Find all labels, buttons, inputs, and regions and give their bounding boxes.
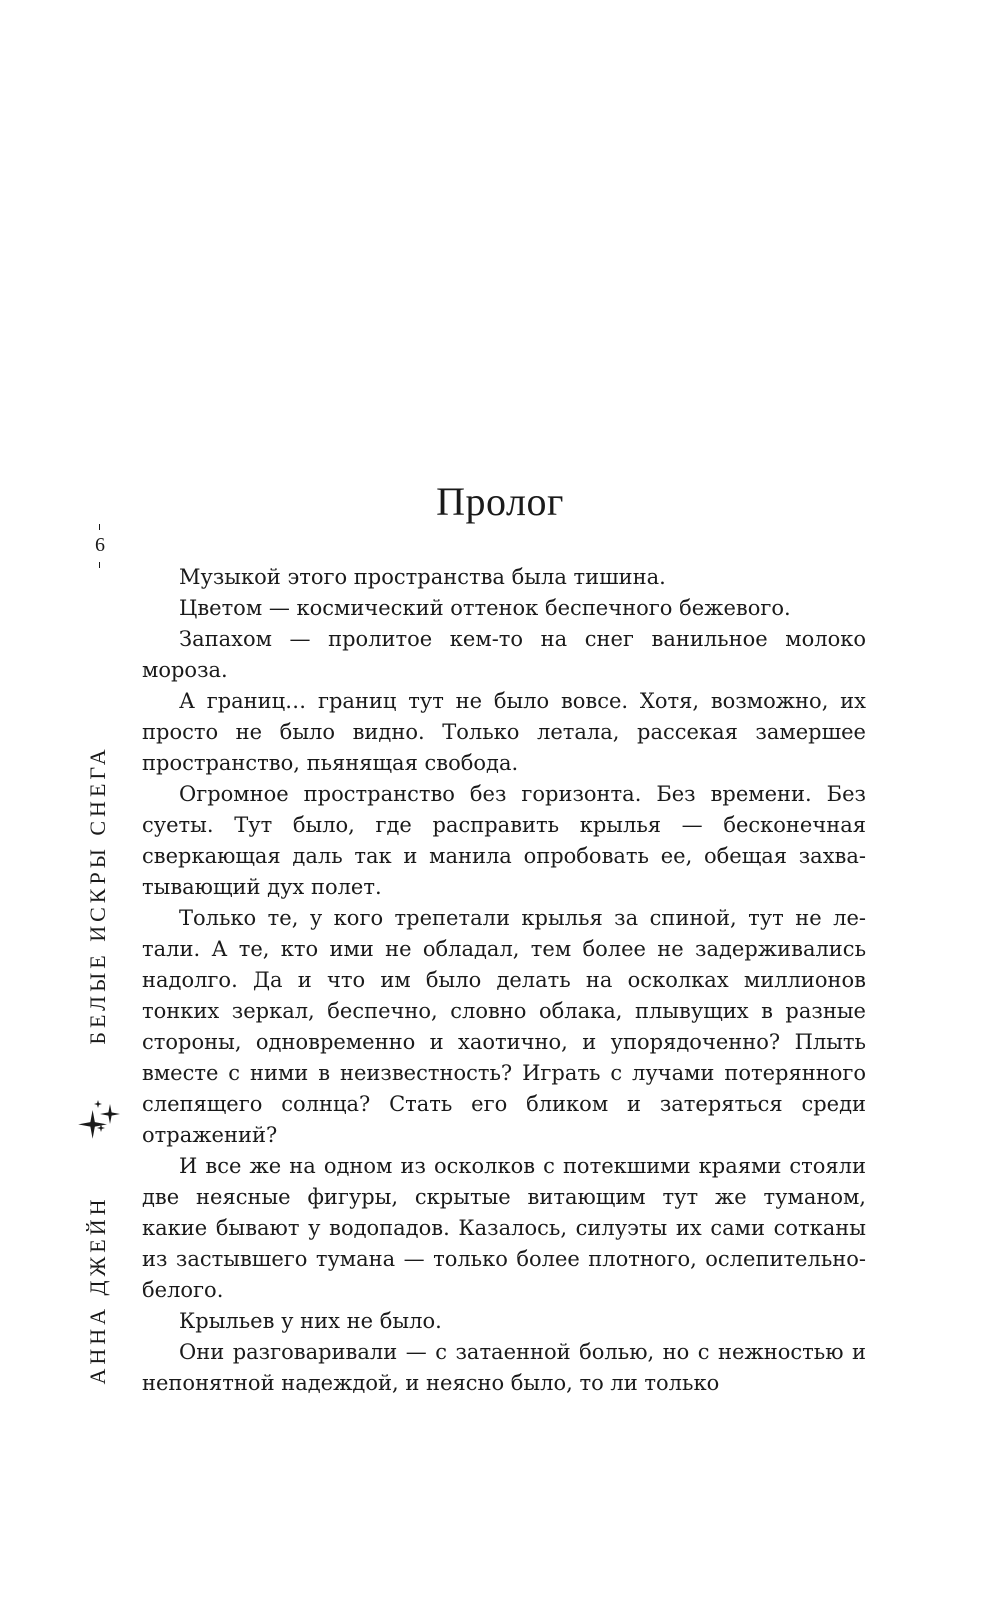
paragraph: Цветом — космический оттенок беспечного бежевого. — [179, 596, 791, 620]
body-text — [142, 562, 866, 1399]
chapter-title: Пролог — [436, 479, 564, 524]
paragraph: Крыльев у них не было. — [179, 1309, 442, 1333]
paragraph: Только те, у кого трепетали крылья за спиной, тут не летали. А те, кто ими не обладал, тем более не задерживались надолго. Да и что им было делать на осколках миллионов тонких зеркал, беспечно, словно облака, плывущих в разные стороны, одновременно и хаотично, и упорядоченно? Плыть вместе с ними в неизвестность? Играть с лучами потерянного слепящего солнца? Стать его бликом и затеряться среди отражений? — [142, 906, 866, 1147]
sparkles-icon — [74, 1098, 126, 1150]
paragraph: Огромное пространство без горизонта. Без времени. Без суеты. Тут было, где расправить крылья — бесконечная сверкающая даль так и манила опробовать ее, обещая захватывающий дух полет. — [142, 782, 866, 899]
running-head-author: АННА ДЖЕЙН — [85, 1195, 110, 1385]
paragraph: Музыкой этого пространства была тишина. — [179, 565, 666, 589]
paragraph: И все же на одном из осколков с потекшими краями стояли две неясные фигуры, скрытые витающим тут же туманом, какие бывают у водопадов. Казалось, силуэты их сами сотканы из застывшего тумана — только более плотного, ослепительно-белого. — [142, 1154, 866, 1302]
paragraph: Они разговаривали — с затаенной болью, но с нежностью и непонятной надеждой, и неясно было, то ли только — [142, 1340, 866, 1395]
page-number-tick-top — [99, 524, 100, 530]
paragraph: А границ… границ тут не было вовсе. Хотя, возможно, их просто не было видно. Только летала, рассекая замершее пространство, пьянящая свобода. — [142, 689, 866, 775]
page-number-tick-bottom — [99, 562, 100, 568]
running-head-book-title: БЕЛЫЕ ИСКРЫ СНЕГА — [85, 745, 110, 1045]
page-number-marker — [88, 524, 112, 568]
page-number: 6 — [95, 534, 105, 556]
paragraph: Запахом — пролитое кем-то на снег ванильное молоко мороза. — [142, 627, 866, 682]
